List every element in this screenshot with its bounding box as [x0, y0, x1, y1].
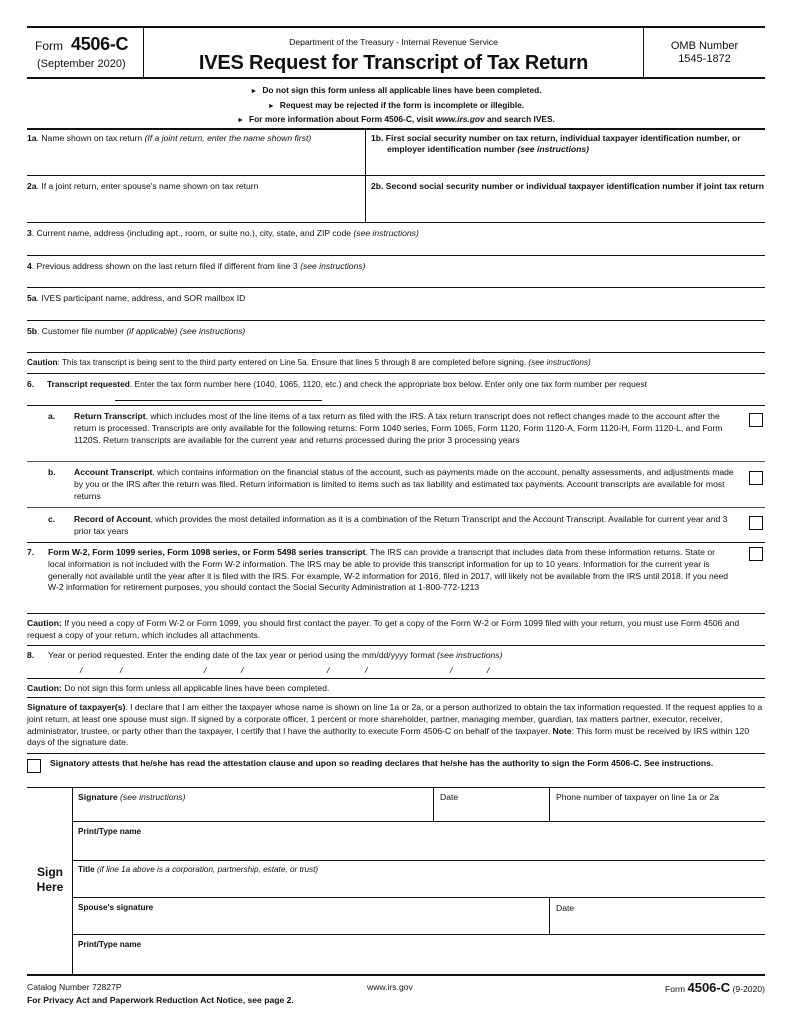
- line-7-number: 7.: [27, 547, 35, 557]
- form-page: [27, 0, 765, 1024]
- irs-link[interactable]: www.irs.gov: [435, 114, 485, 124]
- line-3-label: 3. Current name, address (including apt., room, or suite no.), city, state, and ZIP code (see instructions): [27, 228, 419, 238]
- caution-transcript: Caution: This tax transcript is being sent to the third party entered on Line 5a. Ensure that lines 5 through 8 are completed before signing. (see instructions): [27, 358, 591, 367]
- form-date: (September 2020): [37, 58, 126, 70]
- line-6a-text: Return Transcript, which includes most of the line items of a tax return as filed with the IRS. A tax return transcript does not reflect changes made to the account after the return is processed. Transcripts are only available for the following returns: Form 1040 series, Form 1065, Form 1120, Form 1120-A, Form 1120-H, Form 1120-L, and Form 1120S. Return transcripts are available for the current year and returns processed during the prior 3 processing years: [74, 411, 723, 445]
- date-slash: /: [487, 665, 490, 675]
- line-6b-text: Account Transcript, which contains information on the financial status of the account, such as payments made on the account, penalty assessments, and adjustments made by you or the IRS after the return was filed. Return information is limited to items such as tax liability and estimated tax payments. Account transcripts are available for most returns: [74, 467, 734, 501]
- title-field[interactable]: Title (if line 1a above is a corporation, partnership, estate, or trust): [78, 865, 319, 874]
- signature-field[interactable]: Signature (see instructions): [78, 792, 186, 802]
- caution-w2-copy: Caution: If you need a copy of Form W-2 or Form 1099, you should first contact the payer. To get a copy of the Form W-2 or Form 1099 filed with your return, you must use Form 4506 and request a copy of your return, which includes all attachments.: [27, 618, 740, 640]
- line-7-text: Form W-2, Form 1099 series, Form 1098 series, or Form 5498 series transcript. The IRS can provide a transcript that includes data from these information returns. State or local information is not included with the Form W-2 information. The IRS may be able to provide this transcript information for up to 10 years. Information for the current year is generally not available until the year after it is filed with the IRS. For example, W-2 information for 2016, filed in 2017, will likely not be available from the IRS until 2018. If you need W-2 information for retirement purposes, you should contact the Social Security Administration at 1-800-772-1213: [48, 547, 729, 593]
- tax-form-number-field[interactable]: [115, 400, 322, 401]
- line-6a-letter: a.: [48, 411, 56, 421]
- notices: [27, 84, 765, 128]
- return-transcript-checkbox[interactable]: [749, 413, 763, 427]
- irs-website: www.irs.gov: [367, 982, 413, 992]
- form-number: 4506-C: [71, 34, 129, 54]
- form-title: IVES Request for Transcript of Tax Return: [198, 52, 589, 74]
- line-6c-text: Record of Account, which provides the most detailed information as it is a combination of the Return Transcript and the Account Transcript. Available for current year and 3 prior tax years: [74, 514, 728, 536]
- line-2b-label: 2b. Second social security number or individual taxpayer identification number if joint tax return: [371, 181, 765, 191]
- line-8-text: Year or period requested. Enter the ending date of the tax year or period using the mm/dd/yyyy format (see instructions): [48, 650, 503, 660]
- line-5b-label: 5b. Customer file number (if applicable) (see instructions): [27, 326, 246, 336]
- date-field[interactable]: Date: [440, 792, 459, 802]
- form-title-box: [144, 28, 643, 77]
- spouse-date-field[interactable]: Date: [556, 903, 575, 913]
- line-8-number: 8.: [27, 650, 35, 660]
- omb-box: [643, 28, 765, 77]
- sign-label: Sign: [37, 865, 63, 879]
- catalog-number: Catalog Number 72827P: [27, 982, 122, 992]
- line-4-label: 4. Previous address shown on the last return filed if different from line 3 (see instructions): [27, 261, 366, 271]
- footer-form-id: Form 4506-C (9-2020): [665, 980, 765, 995]
- date-slash: /: [204, 665, 207, 675]
- caution-do-not-sign: Caution: Do not sign this form unless all applicable lines have been completed.: [27, 683, 330, 693]
- omb-label: OMB Number: [670, 40, 739, 52]
- line-2a-label: 2a. If a joint return, enter spouse's name shown on tax return: [27, 181, 259, 191]
- record-of-account-checkbox[interactable]: [749, 516, 763, 530]
- omb-number: 1545-1872: [678, 52, 731, 65]
- date-slash: /: [80, 665, 83, 675]
- line-5a-label: 5a. IVES participant name, address, and SOR mailbox ID: [27, 293, 246, 303]
- date-slash: /: [450, 665, 453, 675]
- here-label: Here: [36, 880, 64, 894]
- triangle-icon: ►: [250, 88, 258, 95]
- line-6b-letter: b.: [48, 467, 56, 477]
- spouse-signature-field[interactable]: Spouse's signature: [78, 903, 154, 912]
- form-header: [27, 26, 765, 79]
- line-6-number: 6.: [27, 379, 35, 389]
- w2-1099-transcript-checkbox[interactable]: [749, 547, 763, 561]
- date-slash: /: [327, 665, 330, 675]
- attestation-checkbox[interactable]: [27, 759, 41, 773]
- line-6c-letter: c.: [48, 514, 56, 524]
- privacy-notice: For Privacy Act and Paperwork Reduction Act Notice, see page 2.: [27, 995, 294, 1005]
- department: Department of the Treasury - Internal Revenue Service: [289, 37, 498, 47]
- triangle-icon: ►: [237, 117, 244, 124]
- spouse-print-name-field[interactable]: Print/Type name: [78, 940, 142, 949]
- phone-field[interactable]: Phone number of taxpayer on line 1a or 2a: [556, 792, 719, 802]
- notice-2: ► Request may be rejected if the form is incomplete or illegible.: [267, 99, 525, 110]
- notice-3: ► For more information about Form 4506-C, visit www.irs.gov and search IVES.: [237, 114, 555, 124]
- date-slash: /: [365, 665, 368, 675]
- line-1b-label: 1b. First social security number on tax return, individual taxpayer identification number, or employer identification number (see instructions): [371, 133, 741, 154]
- attestation-text: Signatory attests that he/she has read the attestation clause and upon so reading declares that he/she has the authority to sign the Form 4506-C. See instructions.: [50, 758, 714, 768]
- form-id-box: [27, 28, 144, 77]
- triangle-icon: ►: [267, 102, 275, 110]
- line-1a-label: 1a. Name shown on tax return (If a joint return, enter the name shown first): [27, 133, 312, 143]
- signature-declaration: Signature of taxpayer(s). I declare that I am either the taxpayer whose name is shown on line 1a or 2a, or a person authorized to obtain the tax information requested. If the request applies to a joint return, at least one spouse must sign. If signed by a corporate officer, 1 percent or more shareholder, partner, managing member, guardian, tax matters partner, executor, receiver, administrator, trustee, or party other than the taxpayer, I certify that I have the authority to execute Form 4506-C on behalf of the taxpayer. Note: This form must be received by IRS within 120 days of the signature date.: [27, 702, 763, 748]
- account-transcript-checkbox[interactable]: [749, 471, 763, 485]
- date-slash: /: [120, 665, 123, 675]
- line-6-text: Transcript requested. Enter the tax form number here (1040, 1065, 1120, etc.) and check the appropriate box below. Enter only one tax form number per request: [47, 379, 647, 389]
- date-slash: /: [241, 665, 244, 675]
- print-name-field[interactable]: Print/Type name: [78, 827, 142, 836]
- notice-1: ► Do not sign this form unless all applicable lines have been completed.: [250, 85, 542, 95]
- form-word: Form: [35, 39, 63, 53]
